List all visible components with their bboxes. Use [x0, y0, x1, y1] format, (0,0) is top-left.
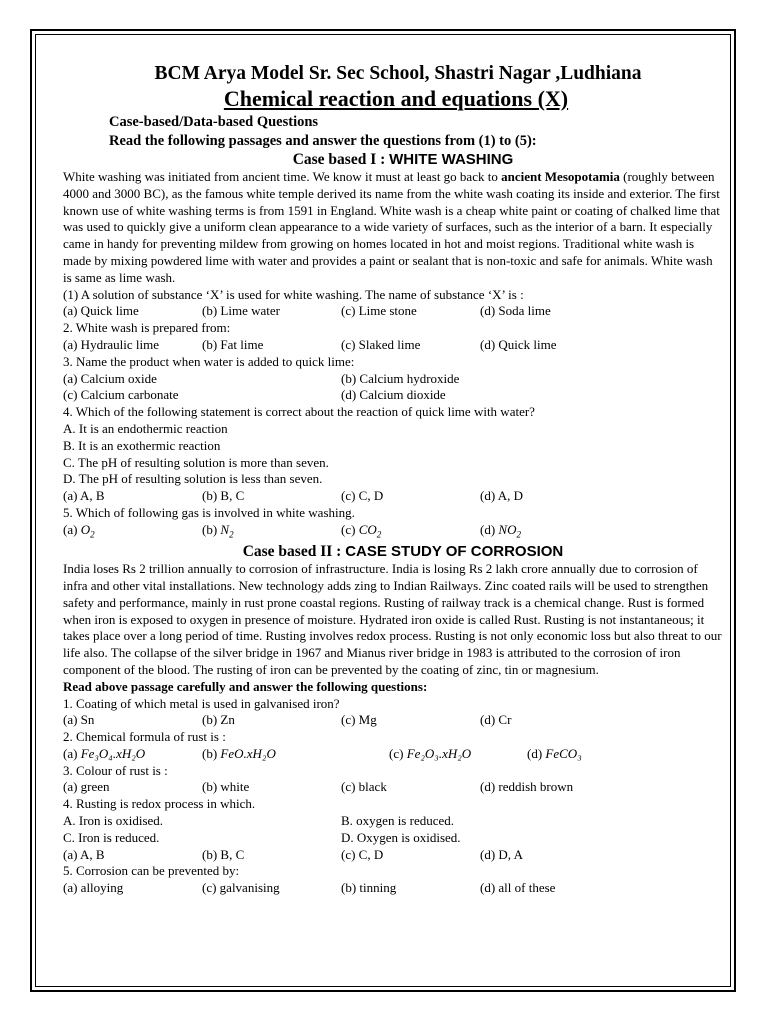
option: (d) D, A — [480, 846, 523, 862]
case1-q5: 5. Which of following gas is involved in white washing. — [63, 504, 355, 520]
option-label: (c) — [389, 745, 404, 761]
option — [480, 522, 619, 543]
formula — [358, 521, 382, 540]
option — [389, 746, 527, 763]
option: (d) Soda lime — [480, 303, 551, 319]
page-title: Chemical reaction and equations (X) — [223, 86, 569, 111]
case2-instruction: Read above passage carefully and answer the following questions: — [63, 678, 428, 694]
case2-q4-options — [63, 847, 723, 864]
option: (d) Cr — [480, 712, 512, 728]
case1-q3-options-row1 — [63, 371, 723, 388]
question-type: Case-based/Data-based Questions — [109, 114, 319, 130]
formula: Fe₃O₄.xH₂O — [80, 745, 146, 761]
statement: C. Iron is reduced. — [63, 829, 160, 845]
case2-heading-title: CASE STUDY OF CORROSION — [345, 543, 564, 561]
formula: FeCO₃ — [545, 745, 582, 761]
formula — [498, 521, 521, 540]
option: (b) B, C — [202, 846, 245, 862]
option: (b) Fat lime — [202, 336, 264, 352]
option: (c) C, D — [341, 488, 384, 504]
formula-sub: 2 — [376, 529, 382, 540]
case1-heading-title: WHITE WASHING — [389, 151, 514, 168]
formula-base: NO — [498, 521, 517, 537]
formula-base: CO — [358, 521, 377, 537]
option-label: (b) — [202, 745, 218, 761]
school-name: BCM Arya Model Sr. Sec School, Shastri Nagar ,Ludhiana — [154, 63, 642, 84]
option: (d) all of these — [480, 880, 556, 896]
formula-base: O — [80, 521, 91, 537]
formula-sub: 2 — [229, 529, 234, 540]
option-label: (a) — [63, 745, 78, 761]
option: (a) Hydraulic lime — [63, 336, 160, 352]
statement: A. It is an endothermic reaction — [63, 420, 228, 436]
statement: D. The pH of resulting solution is less than seven. — [63, 471, 323, 487]
option: (b) tinning — [341, 880, 397, 896]
worksheet — [63, 62, 723, 897]
option: (b) Zn — [202, 712, 235, 728]
case1-q1: (1) A solution of substance ‘X’ is used for white washing. The name of substance ‘X’ is : — [63, 286, 524, 302]
case1-q3-options-row2 — [63, 387, 723, 404]
option — [341, 522, 480, 543]
formula-sub: 2 — [90, 529, 95, 540]
option: (c) Lime stone — [341, 303, 417, 319]
option — [63, 522, 202, 543]
case1-passage-bold: ancient Mesopotamia — [501, 169, 620, 184]
option — [202, 746, 389, 763]
option: (d) Quick lime — [480, 336, 557, 352]
option: (b) Calcium hydroxide — [341, 370, 460, 386]
case1-q4: 4. Which of the following statement is correct about the reaction of quick lime with water? — [63, 404, 535, 420]
case1-q3: 3. Name the product when water is added to quick lime: — [63, 353, 355, 369]
option-label: (a) — [63, 521, 78, 537]
formula-base: N — [220, 521, 230, 537]
option: (a) Quick lime — [63, 303, 139, 319]
case1-passage-a: White washing was initiated from ancient time. We know it must at least go back to — [63, 169, 502, 184]
option — [202, 522, 341, 543]
case1-q1-options — [63, 303, 723, 320]
instruction: Read the following passages and answer the questions from (1) to (5): — [109, 133, 537, 149]
option: (a) A, B — [63, 846, 105, 862]
option — [527, 746, 582, 763]
case1-heading — [83, 151, 723, 169]
option-label: (d) — [527, 745, 543, 761]
option: (d) Calcium dioxide — [341, 387, 446, 403]
case1-q5-options — [63, 522, 723, 543]
case2-q1-options — [63, 712, 723, 729]
case2-q4-stmts-row1 — [63, 813, 723, 830]
option: (b) B, C — [202, 488, 245, 504]
option: (b) Lime water — [202, 303, 280, 319]
option: (a) alloying — [63, 880, 124, 896]
option: (d) reddish brown — [480, 779, 574, 795]
formula — [80, 521, 95, 540]
case2-heading — [83, 543, 723, 561]
case2-heading-prefix: Case based II : — [242, 543, 346, 561]
option: (a) Calcium oxide — [63, 370, 157, 386]
option — [63, 746, 202, 763]
option: (a) A, B — [63, 488, 105, 504]
case2-q4: 4. Rusting is redox process in which. — [63, 796, 256, 812]
statement: B. oxygen is reduced. — [341, 813, 455, 829]
case2-q5-options — [63, 880, 723, 897]
option-label: (d) — [480, 521, 496, 537]
option: (c) Slaked lime — [341, 336, 421, 352]
option: (c) Calcium carbonate — [63, 387, 179, 403]
formula — [220, 521, 234, 540]
option: (d) A, D — [480, 488, 523, 504]
option: (c) C, D — [341, 846, 384, 862]
option: (c) Mg — [341, 712, 377, 728]
case1-q2: 2. White wash is prepared from: — [63, 320, 231, 336]
case1-passage — [63, 169, 723, 287]
option-label: (b) — [202, 521, 218, 537]
option: (a) Sn — [63, 712, 95, 728]
statement: B. It is an exothermic reaction — [63, 437, 221, 453]
case1-q2-options — [63, 337, 723, 354]
statement: A. Iron is oxidised. — [63, 813, 164, 829]
case2-q5: 5. Corrosion can be prevented by: — [63, 863, 240, 879]
case2-q3: 3. Colour of rust is : — [63, 762, 168, 778]
case2-q3-options — [63, 779, 723, 796]
option: (c) galvanising — [202, 880, 280, 896]
case2-q2-options — [63, 746, 723, 763]
formula: Fe₂O₃.xH₂O — [406, 745, 472, 761]
option: (a) green — [63, 779, 110, 795]
case1-q4-options — [63, 488, 723, 505]
formula-sub: 2 — [516, 529, 521, 540]
option: (b) white — [202, 779, 250, 795]
option: (c) black — [341, 779, 387, 795]
statement: D. Oxygen is oxidised. — [341, 829, 461, 845]
case1-passage-b: (roughly between 4000 and 3000 BC), as the famous white temple derived its name from the white wash coating its inside and exterior. The first known use of white washing terms is from 1591 in England. White wash is a cheap white paint or coating of chalked lime that was used to quickly give a uniform clean appearance to a wide variety of surfaces, such as the interior of a barn. It especially came in handy for preventing mildew from growing on homes located in hot and moist regions. Traditional white wash is made by mixing powdered lime with water and provides a paint or sealant that is non-toxic and safe for animals. White wash is same as lime wash. — [63, 169, 720, 285]
statement: C. The pH of resulting solution is more than seven. — [63, 454, 329, 470]
case2-q4-stmts-row2 — [63, 830, 723, 847]
case1-heading-prefix: Case based I : — [292, 151, 390, 168]
case2-q2: 2. Chemical formula of rust is : — [63, 729, 226, 745]
formula: FeO.xH₂O — [220, 745, 276, 761]
option-label: (c) — [341, 521, 356, 537]
case2-q1: 1. Coating of which metal is used in galvanised iron? — [63, 695, 340, 711]
case2-passage: India loses Rs 2 trillion annually to corrosion of infrastructure. India is losing Rs 2 lakh crore annually due to corrosion of infra and other vital installations. New technology adds zing to Indian Railways. Zinc coated rails will be used to strengthen safety and performance, mainly in rust prone coastal regions. Rusting of railway track is a chemical change. Rust is formed when iron is exposed to oxygen in presence of moisture. Hydrated iron oxide is called Rust. Rusting is not instantaneous; it takes place over a long period of time. Rusting involves redox process. Rusting is not only economic loss but also threat to our life also. The collapse of the silver bridge in 1967 and Mianus river bridge in 1983 is attributed to the corrosion of iron component of the blood. The rusting of iron can be prevented by the coating of zinc, tin or magnesium. — [63, 561, 722, 677]
